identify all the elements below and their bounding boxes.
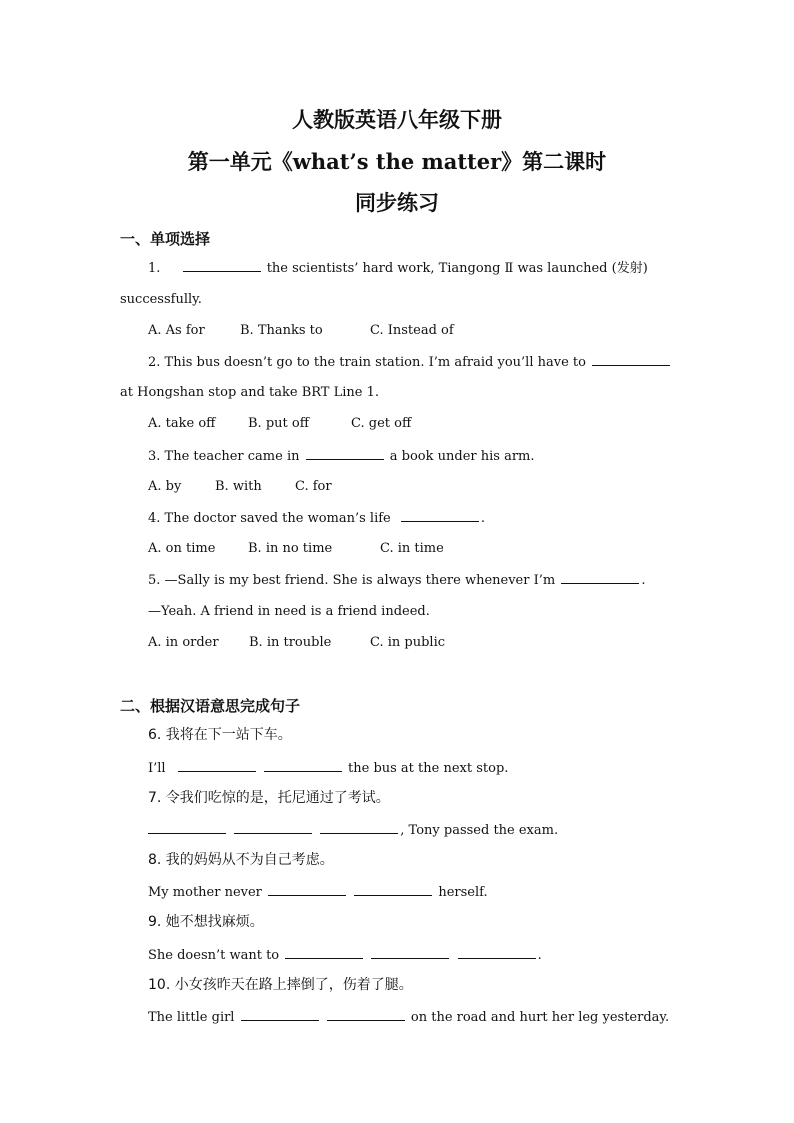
question-2-options — [148, 415, 411, 433]
question-5-options — [148, 634, 445, 652]
question-3-option-b[interactable]: B. with — [215, 479, 262, 494]
question-2-continued: at Hongshan stop and take BRT Line 1. — [120, 385, 380, 400]
question-4-text-end: . — [480, 511, 486, 526]
question-3 — [148, 447, 535, 466]
question-4-options — [148, 540, 444, 558]
question-1-option-a[interactable]: A. As for — [148, 323, 205, 338]
question-9-blank-3[interactable] — [458, 946, 536, 959]
question-7-chinese: 7. 令我们吃惊的是，托尼通过了考试。 — [148, 790, 390, 806]
question-9-chinese: 9. 她不想找麻烦。 — [148, 914, 264, 930]
question-5-text: 5. —Sally is my best friend. She is always there whenever I’m — [148, 573, 556, 588]
question-10-chinese: 10. 小女孩昨天在路上摔倒了，伤着了腿。 — [148, 977, 413, 993]
question-10-blank-1[interactable] — [241, 1008, 319, 1021]
question-9-blank-2[interactable] — [371, 946, 449, 959]
question-9-blank-1[interactable] — [285, 946, 363, 959]
question-7-end: , Tony passed the exam. — [400, 823, 559, 838]
question-10-blank-2[interactable] — [327, 1008, 405, 1021]
question-5-option-c[interactable]: C. in public — [370, 635, 446, 650]
question-1-blank[interactable] — [183, 259, 261, 272]
question-9-end: . — [537, 948, 542, 963]
question-10-end: on the road and hurt her leg yesterday. — [410, 1010, 670, 1025]
question-4-option-a[interactable]: A. on time — [148, 541, 216, 556]
question-8-end: herself. — [438, 885, 488, 900]
question-7-blank-2[interactable] — [234, 821, 312, 834]
question-3-text-end: a book under his arm. — [389, 449, 535, 464]
question-1-option-b[interactable]: B. Thanks to — [240, 323, 323, 338]
question-1-options — [148, 322, 454, 340]
question-2-text: 2. This bus doesn’t go to the train station. I’m afraid you’ll have to — [148, 355, 586, 370]
question-4-text: 4. The doctor saved the woman’s life — [148, 511, 391, 526]
question-6-blank-2[interactable] — [264, 759, 342, 772]
question-3-option-c[interactable]: C. for — [295, 479, 332, 494]
question-8-start: My mother never — [148, 885, 262, 900]
question-5-option-b[interactable]: B. in trouble — [249, 635, 332, 650]
section-2-heading: 二、根据汉语意思完成句子 — [120, 697, 301, 715]
question-5-blank[interactable] — [561, 571, 639, 584]
question-8-chinese: 8. 我的妈妈从不为自己考虑。 — [148, 852, 334, 868]
question-1-number: 1. — [148, 261, 161, 276]
question-4-blank[interactable] — [401, 509, 479, 522]
question-8-blank-2[interactable] — [354, 883, 432, 896]
question-5-option-a[interactable]: A. in order — [148, 635, 219, 650]
question-6-chinese: 6. 我将在下一站下车。 — [148, 727, 292, 743]
question-8 — [148, 883, 488, 902]
question-3-text: 3. The teacher came in — [148, 449, 300, 464]
question-6 — [148, 759, 508, 778]
question-5 — [148, 571, 645, 590]
question-3-options — [148, 478, 332, 496]
question-6-blank-1[interactable] — [178, 759, 256, 772]
question-1 — [148, 259, 648, 278]
question-7 — [148, 821, 558, 840]
question-3-blank[interactable] — [306, 447, 384, 460]
question-8-blank-1[interactable] — [268, 883, 346, 896]
title-line-1: 人教版英语八年级下册 — [292, 107, 502, 132]
question-7-blank-1[interactable] — [148, 821, 226, 834]
section-1-heading: 一、单项选择 — [120, 230, 211, 248]
question-4 — [148, 509, 485, 528]
title-line-3: 同步练习 — [355, 190, 439, 215]
question-2 — [148, 353, 672, 372]
question-1-option-c[interactable]: C. Instead of — [370, 323, 454, 338]
question-5-reply: —Yeah. A friend in need is a friend indeed. — [148, 604, 430, 619]
question-4-option-c[interactable]: C. in time — [380, 541, 444, 556]
question-1-continued: successfully. — [120, 292, 202, 307]
question-2-blank[interactable] — [592, 353, 670, 366]
question-5-text-end: . — [641, 573, 646, 588]
title-line-2: 第一单元《what’s the matter》第二课时 — [187, 149, 607, 174]
question-9 — [148, 946, 542, 965]
question-10-start: The little girl — [148, 1010, 235, 1025]
question-7-blank-3[interactable] — [320, 821, 398, 834]
question-6-end: the bus at the next stop. — [348, 761, 509, 776]
question-1-text: the scientists’ hard work, Tiangong Ⅱ was launched (发射) — [266, 261, 648, 276]
question-6-start: I’ll — [148, 761, 166, 776]
question-3-option-a[interactable]: A. by — [148, 479, 182, 494]
question-2-option-b[interactable]: B. put off — [248, 416, 309, 431]
question-9-start: She doesn’t want to — [148, 948, 280, 963]
question-2-option-c[interactable]: C. get off — [351, 416, 412, 431]
question-4-option-b[interactable]: B. in no time — [248, 541, 333, 556]
question-10 — [148, 1008, 669, 1027]
question-2-option-a[interactable]: A. take off — [148, 416, 216, 431]
